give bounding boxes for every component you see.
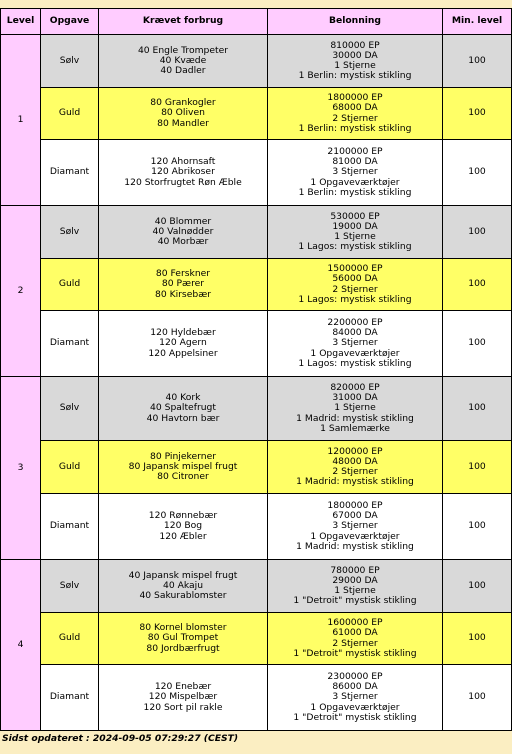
belonning-cell: [268, 613, 443, 665]
forbrug-item: 40 Kvæde: [159, 54, 207, 66]
belonning-cell: [268, 441, 443, 494]
table-row: [1, 35, 512, 88]
min-level-cell: 100: [443, 35, 512, 88]
opgave-cell: Diamant: [41, 665, 99, 731]
belonning-item: 3 Stjerner: [332, 691, 378, 703]
min-level-cell: 100: [443, 560, 512, 613]
belonning-item: 1 Madrid: mystisk stikling: [296, 412, 414, 424]
min-level-cell: 100: [443, 377, 512, 441]
belonning-item: 1 Madrid: mystisk stikling: [296, 540, 414, 552]
belonning-item: 56000 DA: [332, 273, 378, 285]
belonning-item: 820000 EP: [330, 381, 380, 393]
table-row: [1, 206, 512, 259]
belonning-item: 48000 DA: [332, 455, 378, 467]
belonning-cell: [268, 311, 443, 377]
header-forbrug: Krævet forbrug: [99, 9, 268, 35]
forbrug-cell: [99, 88, 268, 140]
forbrug-item: 40 Valnødder: [152, 225, 214, 237]
opgave-cell: Sølv: [41, 377, 99, 441]
belonning-item: 1 Opgaveværktøjer: [310, 347, 400, 359]
belonning-item: 3 Stjerner: [332, 166, 378, 178]
belonning-item: 81000 DA: [332, 156, 378, 168]
forbrug-item: 40 Akaju: [162, 579, 204, 591]
belonning-cell: [268, 140, 443, 206]
belonning-item: 1 Samlemærke: [320, 422, 390, 434]
forbrug-item: 120 Bog: [163, 520, 203, 532]
belonning-item: 1200000 EP: [327, 445, 383, 457]
forbrug-cell: [99, 494, 268, 560]
table-row: [1, 259, 512, 311]
belonning-item: 86000 DA: [332, 681, 378, 693]
forbrug-item: 80 Oliven: [161, 107, 205, 119]
header-row: [1, 9, 512, 35]
forbrug-item: 40 Japansk mispel frugt: [128, 569, 238, 581]
forbrug-item: 80 Pærer: [161, 278, 205, 290]
forbrug-item: 80 Gul Trompet: [147, 632, 219, 644]
forbrug-cell: [99, 259, 268, 311]
header-belonning: Belonning: [268, 9, 443, 35]
forbrug-item: 120 Rønnebær: [148, 510, 218, 522]
opgave-cell: Diamant: [41, 140, 99, 206]
forbrug-cell: [99, 377, 268, 441]
belonning-item: 1500000 EP: [327, 263, 383, 275]
forbrug-item: 120 Appelsiner: [148, 347, 218, 359]
forbrug-item: 120 Hyldebær: [150, 327, 216, 339]
forbrug-item: 120 Æbler: [159, 530, 207, 542]
min-level-cell: 100: [443, 441, 512, 494]
table-row: [1, 311, 512, 377]
opgave-cell: Diamant: [41, 311, 99, 377]
forbrug-cell: [99, 613, 268, 665]
belonning-cell: [268, 665, 443, 731]
belonning-cell: [268, 494, 443, 560]
forbrug-item: 80 Jordbærfrugt: [146, 642, 220, 654]
forbrug-cell: [99, 311, 268, 377]
rewards-table: [0, 8, 512, 731]
min-level-cell: 100: [443, 140, 512, 206]
forbrug-item: 40 Havtorn bær: [146, 412, 220, 424]
forbrug-item: 40 Blommer: [154, 215, 212, 227]
forbrug-item: 80 Citroner: [157, 471, 209, 483]
belonning-item: 1 Stjerne: [334, 60, 376, 71]
min-level-cell: 100: [443, 494, 512, 560]
belonning-item: 1 Stjerne: [334, 402, 376, 414]
forbrug-item: 40 Kork: [165, 392, 201, 404]
forbrug-item: 120 Abrikoser: [151, 166, 215, 178]
belonning-item: 1600000 EP: [327, 617, 383, 629]
forbrug-item: 120 Enebær: [154, 681, 212, 693]
forbrug-cell: [99, 441, 268, 494]
belonning-item: 1 Madrid: mystisk stikling: [296, 476, 414, 488]
opgave-cell: Diamant: [41, 494, 99, 560]
belonning-item: 530000 EP: [330, 210, 380, 222]
forbrug-item: 120 Sort pil rakle: [143, 701, 223, 713]
table-row: [1, 140, 512, 206]
belonning-item: 1 Lagos: mystisk stikling: [298, 293, 412, 305]
belonning-item: 1 Stjerne: [334, 585, 376, 596]
opgave-cell: Sølv: [41, 560, 99, 613]
min-level-cell: 100: [443, 206, 512, 259]
belonning-item: 2 Stjerner: [332, 112, 378, 124]
forbrug-cell: [99, 35, 268, 88]
belonning-item: 2300000 EP: [327, 670, 383, 682]
table-row: [1, 560, 512, 613]
min-level-cell: 100: [443, 665, 512, 731]
belonning-cell: [268, 206, 443, 259]
forbrug-item: 40 Dadler: [160, 65, 206, 77]
table-row: [1, 88, 512, 140]
forbrug-cell: [99, 140, 268, 206]
belonning-item: 1 "Detroit" mystisk stikling: [293, 711, 417, 723]
belonning-item: 68000 DA: [332, 102, 378, 114]
forbrug-cell: [99, 560, 268, 613]
opgave-cell: Sølv: [41, 206, 99, 259]
belonning-item: 19000 DA: [332, 220, 378, 232]
belonning-item: 1 Opgaveværktøjer: [310, 530, 400, 542]
header-min-level: Min. level: [443, 9, 512, 35]
forbrug-item: 80 Japansk mispel frugt: [128, 460, 238, 472]
opgave-cell: Guld: [41, 88, 99, 140]
belonning-item: 2 Stjerner: [332, 466, 378, 477]
forbrug-item: 80 Grankogler: [150, 97, 216, 109]
table-row: [1, 441, 512, 494]
belonning-item: 61000 DA: [332, 627, 378, 639]
belonning-item: 67000 DA: [332, 510, 378, 522]
belonning-item: 1800000 EP: [327, 92, 383, 104]
belonning-item: 780000 EP: [330, 564, 380, 576]
forbrug-item: 120 Storfrugtet Røn Æble: [124, 176, 242, 188]
level-cell: 1: [1, 35, 41, 206]
level-cell: 3: [1, 377, 41, 560]
table-body: [1, 35, 512, 731]
belonning-cell: [268, 259, 443, 311]
forbrug-item: 40 Sakurablomster: [139, 590, 227, 602]
forbrug-item: 120 Agern: [159, 337, 207, 349]
table-row: [1, 613, 512, 665]
belonning-item: 1 "Detroit" mystisk stikling: [293, 647, 417, 659]
belonning-item: 29000 DA: [332, 574, 378, 586]
belonning-item: 1 Lagos: mystisk stikling: [298, 357, 412, 369]
forbrug-item: 80 Ferskner: [155, 268, 211, 280]
forbrug-item: 120 Ahornsaft: [150, 156, 216, 168]
level-cell: 4: [1, 560, 41, 731]
belonning-cell: [268, 88, 443, 140]
opgave-cell: Guld: [41, 441, 99, 494]
opgave-cell: Sølv: [41, 35, 99, 88]
forbrug-item: 120 Mispelbær: [148, 691, 218, 703]
forbrug-item: 80 Mandler: [157, 117, 209, 129]
min-level-cell: 100: [443, 88, 512, 140]
belonning-item: 2 Stjerner: [332, 283, 378, 295]
belonning-cell: [268, 560, 443, 613]
table-row: [1, 377, 512, 441]
min-level-cell: 100: [443, 613, 512, 665]
belonning-cell: [268, 377, 443, 441]
belonning-item: 1 Stjerne: [334, 231, 376, 242]
belonning-item: 84000 DA: [332, 327, 378, 339]
belonning-item: 1 Berlin: mystisk stikling: [298, 70, 412, 82]
table-row: [1, 494, 512, 560]
belonning-item: 1 Lagos: mystisk stikling: [298, 241, 412, 253]
belonning-item: 2100000 EP: [327, 145, 383, 157]
belonning-item: 3 Stjerner: [332, 520, 378, 532]
opgave-cell: Guld: [41, 613, 99, 665]
table-row: [1, 665, 512, 731]
forbrug-cell: [99, 665, 268, 731]
belonning-item: 1 Berlin: mystisk stikling: [298, 186, 412, 198]
belonning-item: 810000 EP: [330, 39, 380, 51]
belonning-item: 1 Opgaveværktøjer: [310, 176, 400, 188]
level-cell: 2: [1, 206, 41, 377]
belonning-cell: [268, 35, 443, 88]
header-level: Level: [1, 9, 41, 35]
belonning-item: 2 Stjerner: [332, 637, 378, 649]
forbrug-item: 40 Spaltefrugt: [150, 402, 216, 414]
forbrug-item: 40 Engle Trompeter: [137, 44, 229, 56]
forbrug-item: 80 Pinjekerner: [149, 450, 217, 462]
last-updated: Sidst opdateret : 2024-09-05 07:29:27 (CEST): [2, 733, 239, 744]
forbrug-item: 80 Kirsebær: [154, 288, 212, 300]
min-level-cell: 100: [443, 311, 512, 377]
belonning-item: 1800000 EP: [327, 499, 383, 511]
header-opgave: Opgave: [41, 9, 99, 35]
belonning-item: 1 Berlin: mystisk stikling: [298, 122, 412, 134]
forbrug-item: 80 Kornel blomster: [139, 622, 227, 634]
belonning-item: 3 Stjerner: [332, 337, 378, 349]
belonning-item: 30000 DA: [332, 49, 378, 61]
belonning-item: 31000 DA: [332, 392, 378, 404]
belonning-item: 2200000 EP: [327, 316, 383, 328]
opgave-cell: Guld: [41, 259, 99, 311]
belonning-item: 1 Opgaveværktøjer: [310, 701, 400, 713]
belonning-item: 1 "Detroit" mystisk stikling: [293, 595, 417, 607]
min-level-cell: 100: [443, 259, 512, 311]
forbrug-item: 40 Morbær: [157, 236, 209, 248]
forbrug-cell: [99, 206, 268, 259]
